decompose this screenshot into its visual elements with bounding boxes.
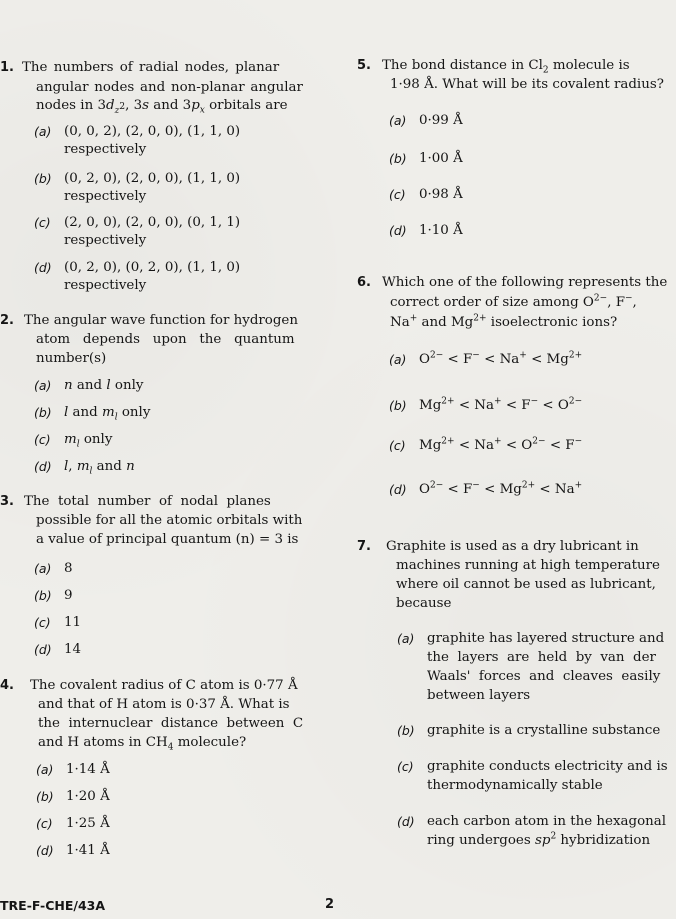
question-number: 2.	[0, 313, 14, 328]
option-letter: (c)	[34, 615, 51, 630]
question-stem: nodes in $3d_{z^2}$, 3s and $3p_x$ orbitals are	[36, 98, 288, 116]
option-letter: (c)	[34, 215, 51, 230]
option-letter: (a)	[389, 352, 407, 367]
question-stem: The angular wave function for hydrogen	[24, 313, 298, 328]
question-stem: The numbers of radial nodes, planar	[22, 60, 280, 75]
option-text: $Mg^{2+} < Na^+ < O^{2-} < F^-$	[419, 436, 583, 453]
option-text: $Mg^{2+} < Na^+ < F^- < O^{2-}$	[419, 396, 583, 413]
option-text-cont: respectively	[64, 278, 147, 293]
option-text-cont: the layers are held by van der	[427, 650, 656, 665]
option-letter: (a)	[36, 762, 54, 777]
option-text: 14	[64, 642, 82, 657]
option-text-cont: respectively	[64, 189, 147, 204]
option-text: $O^{2-} < F^- < Na^+ < Mg^{2+}$	[419, 350, 583, 367]
option-letter: (d)	[389, 482, 407, 497]
option-letter: (d)	[34, 459, 52, 474]
option-text-cont: respectively	[64, 142, 147, 157]
option-text: 1·25 Å	[66, 816, 110, 831]
question-stem: a value of principal quantum (n) = 3 is	[36, 532, 299, 547]
option-text: graphite has layered structure and	[427, 631, 665, 646]
question-number: 5.	[357, 58, 371, 73]
option-text: graphite is a crystalline substance	[427, 723, 661, 738]
question-stem: The covalent radius of C atom is 0·77 Å	[30, 678, 298, 693]
option-letter: (b)	[36, 789, 54, 804]
option-letter: (c)	[397, 759, 414, 774]
paper-code: TRE-F-CHE/43A	[0, 898, 106, 913]
option-letter: (a)	[397, 631, 415, 646]
option-text: (2, 0, 0), (2, 0, 0), (0, 1, 1)	[64, 215, 241, 230]
option-letter: (a)	[34, 124, 52, 139]
option-letter: (d)	[34, 260, 52, 275]
question-stem: number(s)	[36, 351, 107, 366]
option-text-cont: thermodynamically stable	[427, 778, 603, 793]
option-text: $O^{2-} < F^- < Mg^{2+} < Na^+$	[419, 480, 583, 497]
question-number: 4.	[0, 678, 14, 693]
option-text: 1·14 Å	[66, 762, 110, 777]
option-letter: (b)	[389, 151, 407, 166]
option-text: 1·10 Å	[419, 223, 463, 238]
option-letter: (a)	[389, 113, 407, 128]
question-stem: The total number of nodal planes	[24, 494, 271, 509]
question-stem: angular nodes and non-planar angular	[36, 80, 303, 95]
question-stem: machines running at high temperature	[396, 558, 660, 573]
question-stem: possible for all the atomic orbitals with	[36, 513, 303, 528]
page-number: 2	[325, 897, 335, 912]
option-letter: (d)	[36, 843, 54, 858]
option-letter: (d)	[34, 642, 52, 657]
option-text: 1·41 Å	[66, 843, 110, 858]
option-text: 0·99 Å	[419, 113, 463, 128]
option-text: n and l only	[64, 378, 144, 393]
question-number: 7.	[357, 539, 371, 554]
option-text-cont: respectively	[64, 233, 147, 248]
option-text: graphite conducts electricity and is	[427, 759, 668, 774]
question-number: 6.	[357, 275, 371, 290]
question-stem: because	[396, 596, 452, 611]
option-text: 9	[64, 588, 73, 603]
question-number: 1.	[0, 60, 14, 75]
option-text: 1·20 Å	[66, 789, 110, 804]
question-stem: Which one of the following represents the	[382, 275, 668, 290]
option-text: each carbon atom in the hexagonal	[427, 814, 667, 829]
option-text: (0, 2, 0), (0, 2, 0), (1, 1, 0)	[64, 260, 241, 275]
option-text: (0, 0, 2), (2, 0, 0), (1, 1, 0)	[64, 124, 241, 139]
option-text: $m_l$ only	[64, 432, 113, 450]
option-letter: (c)	[389, 438, 406, 453]
option-letter: (b)	[397, 723, 415, 738]
option-text: (0, 2, 0), (2, 0, 0), (1, 1, 0)	[64, 171, 241, 186]
question-stem: and that of H atom is 0·37 Å. What is	[38, 697, 290, 712]
question-stem: atom depends upon the quantum	[36, 332, 295, 347]
question-stem: Graphite is used as a dry lubricant in	[386, 539, 639, 554]
question-stem: Na+ and $Mg^{2+}$ isoelectronic ions?	[390, 313, 618, 330]
question-stem: the internuclear distance between C	[38, 716, 304, 731]
option-letter: (b)	[389, 398, 407, 413]
option-letter: (a)	[34, 561, 52, 576]
question-stem: correct order of size among $O^{2-}$, F−,	[390, 293, 637, 310]
question-stem: The bond distance in $Cl_2$ molecule is	[382, 58, 630, 76]
question-stem: and H atoms in $CH_4$ molecule?	[38, 735, 247, 753]
option-letter: (d)	[389, 223, 407, 238]
option-text: l and $m_l$ only	[64, 405, 151, 423]
option-text: 1·00 Å	[419, 151, 463, 166]
question-stem: 1·98 Å. What will be its covalent radius?	[390, 77, 664, 92]
option-letter: (b)	[34, 171, 52, 186]
option-letter: (b)	[34, 405, 52, 420]
question-stem: where oil cannot be used as lubricant,	[396, 577, 656, 592]
option-text-cont: between layers	[427, 688, 531, 703]
option-letter: (b)	[34, 588, 52, 603]
option-letter: (a)	[34, 378, 52, 393]
option-text: 0·98 Å	[419, 187, 463, 202]
option-letter: (c)	[34, 432, 51, 447]
option-text: 11	[64, 615, 82, 630]
question-number: 3.	[0, 494, 14, 509]
option-text: l, $m_l$ and n	[64, 459, 135, 477]
option-letter: (d)	[397, 814, 415, 829]
option-text-cont: Waals' forces and cleaves easily	[427, 669, 661, 684]
option-letter: (c)	[389, 187, 406, 202]
option-text-cont: ring undergoes $sp^2$ hybridization	[427, 831, 651, 848]
option-text: 8	[64, 561, 73, 576]
option-letter: (c)	[36, 816, 53, 831]
